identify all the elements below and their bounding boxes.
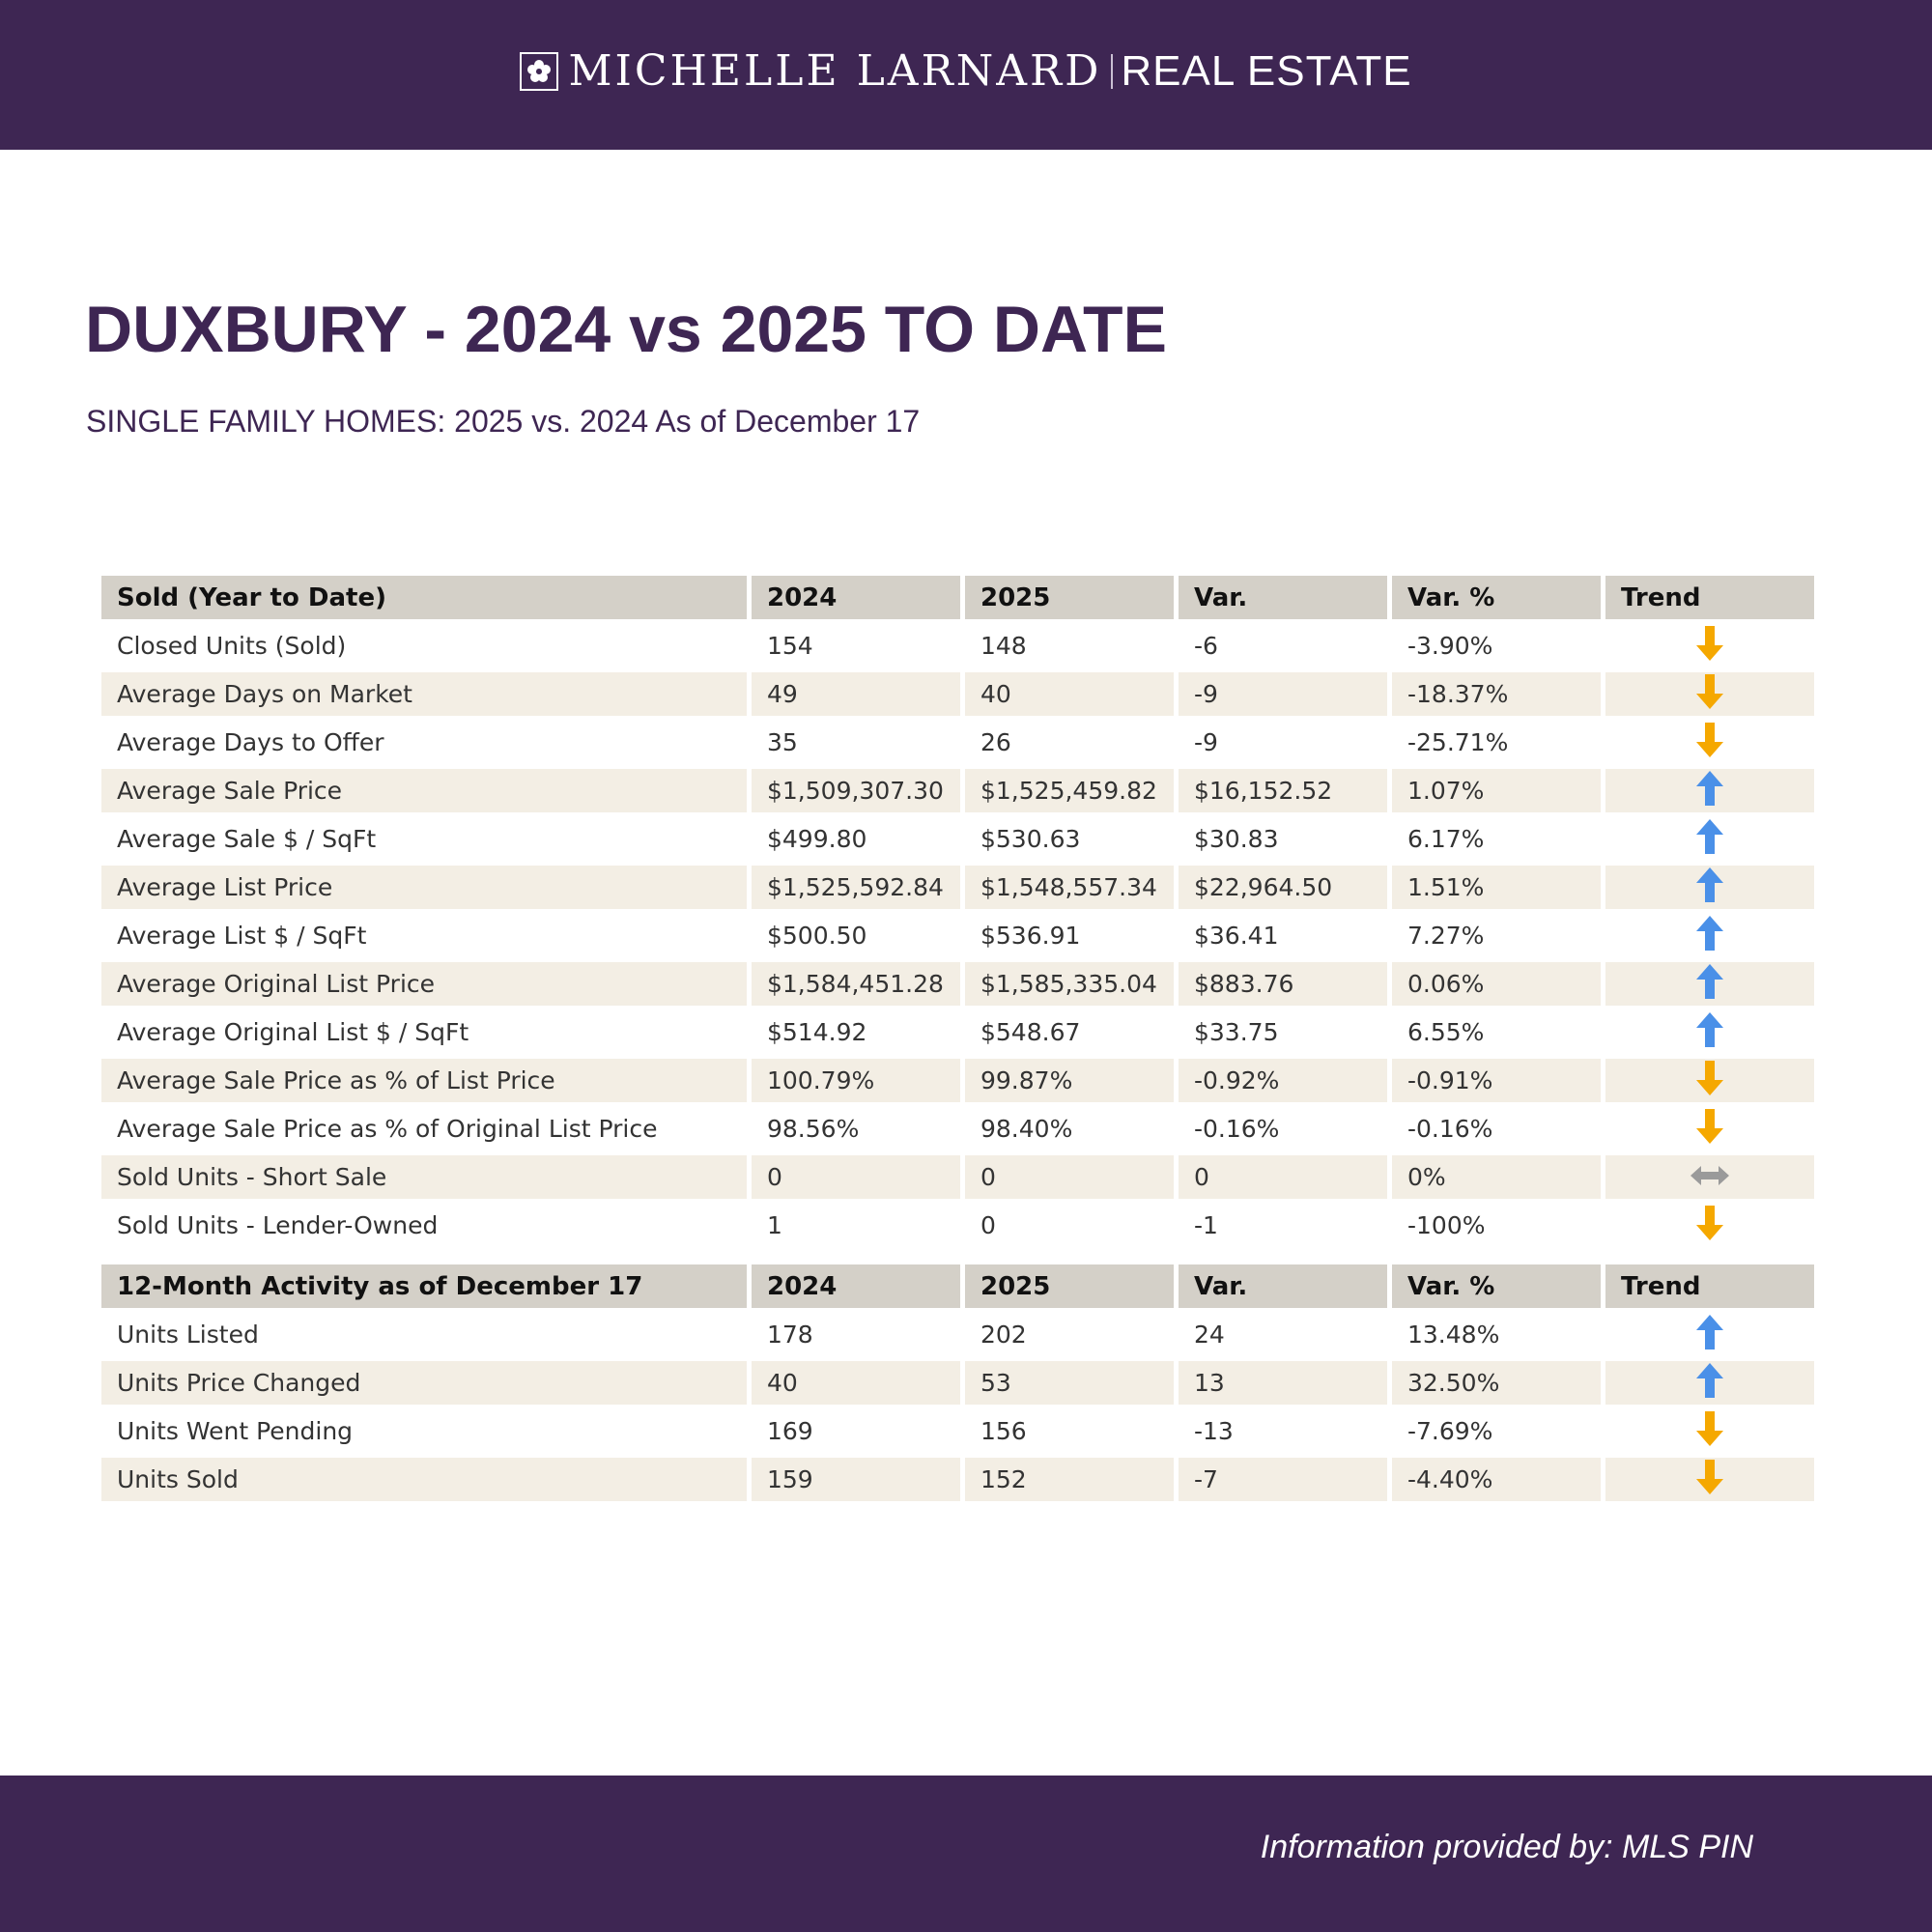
row-label: Units Price Changed xyxy=(101,1361,747,1405)
variance-percent: -0.91% xyxy=(1392,1059,1601,1102)
table-row xyxy=(101,962,1814,1006)
row-label: Average Days to Offer xyxy=(117,728,384,756)
row-label: Average List Price xyxy=(101,866,747,909)
column-header-2024: 2024 xyxy=(752,1264,960,1308)
row-label: Average List $ / SqFt xyxy=(117,922,367,950)
value-2024: 100.79% xyxy=(752,1059,960,1102)
value-2025: $548.67 xyxy=(980,1018,1081,1046)
value-2024: $1,525,592.84 xyxy=(752,866,960,909)
row-label: Sold Units - Short Sale xyxy=(101,1155,747,1199)
value-2025: 152 xyxy=(965,1458,1174,1501)
trend-cell xyxy=(1605,721,1814,764)
value-2025: 202 xyxy=(980,1321,1027,1349)
value-2024: 40 xyxy=(752,1361,960,1405)
trend-down-arrow-icon xyxy=(1695,1108,1724,1151)
trend-down-arrow-icon xyxy=(1695,1060,1724,1102)
trend-down-arrow-icon xyxy=(1695,722,1724,764)
flower-logo-icon xyxy=(520,52,558,91)
column-header-var-pct: Var. % xyxy=(1392,576,1601,619)
variance: -6 xyxy=(1194,632,1218,660)
value-2025: 156 xyxy=(980,1417,1027,1445)
variance-percent: -18.37% xyxy=(1392,672,1601,716)
section-header-row xyxy=(101,1264,1814,1308)
table-row xyxy=(101,1059,1814,1102)
value-2025: 40 xyxy=(965,672,1174,716)
market-stats-table xyxy=(97,571,1819,1506)
trend-cell xyxy=(1605,1409,1814,1453)
trend-down-arrow-icon xyxy=(1695,673,1724,716)
row-label: Sold Units - Lender-Owned xyxy=(117,1211,439,1239)
variance-percent: 6.17% xyxy=(1407,825,1485,853)
trend-cell xyxy=(1605,672,1814,716)
trend-cell xyxy=(1605,769,1814,812)
variance: -0.92% xyxy=(1179,1059,1387,1102)
brand-tagline: REAL ESTATE xyxy=(1121,47,1412,95)
column-header-trend: Trend xyxy=(1605,1264,1814,1308)
variance-percent: 0% xyxy=(1392,1155,1601,1199)
trend-up-arrow-icon xyxy=(1695,770,1724,812)
variance: $36.41 xyxy=(1194,922,1279,950)
section-gap xyxy=(101,1252,1814,1260)
variance-percent: -4.40% xyxy=(1392,1458,1601,1501)
column-header-2024: 2024 xyxy=(752,576,960,619)
column-header-2025: 2025 xyxy=(965,576,1174,619)
row-label: Average Sale Price as % of Original List Price xyxy=(117,1115,658,1143)
brand-logo xyxy=(0,46,1932,97)
value-2024: 1 xyxy=(767,1211,782,1239)
page-subtitle: SINGLE FAMILY HOMES: 2025 vs. 2024 As of December 17 xyxy=(86,404,921,439)
trend-up-arrow-icon xyxy=(1695,1362,1724,1405)
variance: -9 xyxy=(1179,672,1387,716)
variance-percent: 6.55% xyxy=(1407,1018,1485,1046)
variance: 24 xyxy=(1194,1321,1225,1349)
variance-percent: 7.27% xyxy=(1407,922,1485,950)
value-2025: $1,548,557.34 xyxy=(965,866,1174,909)
table-row xyxy=(101,1107,1814,1151)
trend-down-arrow-icon xyxy=(1695,1459,1724,1501)
trend-cell xyxy=(1605,1010,1814,1054)
table-row xyxy=(101,1155,1814,1199)
row-label: Average Sale Price as % of List Price xyxy=(101,1059,747,1102)
column-header-var: Var. xyxy=(1179,576,1387,619)
value-2024: 159 xyxy=(752,1458,960,1501)
table-row xyxy=(101,1361,1814,1405)
row-label: Average Sale Price xyxy=(101,769,747,812)
trend-cell xyxy=(1605,1204,1814,1247)
trend-up-arrow-icon xyxy=(1695,963,1724,1006)
column-header-var-pct: Var. % xyxy=(1392,1264,1601,1308)
variance: $16,152.52 xyxy=(1179,769,1387,812)
variance-percent: -3.90% xyxy=(1407,632,1493,660)
value-2025: 53 xyxy=(965,1361,1174,1405)
value-2024: $499.80 xyxy=(767,825,867,853)
value-2024: 35 xyxy=(767,728,798,756)
value-2025: $536.91 xyxy=(980,922,1081,950)
variance-percent: -7.69% xyxy=(1407,1417,1493,1445)
value-2024: 169 xyxy=(767,1417,813,1445)
table-row xyxy=(101,1204,1814,1247)
trend-up-arrow-icon xyxy=(1695,1314,1724,1356)
variance-percent: 0.06% xyxy=(1392,962,1601,1006)
table-row xyxy=(101,1010,1814,1054)
value-2025: 98.40% xyxy=(980,1115,1073,1143)
market-stats-body xyxy=(101,576,1814,1501)
variance-percent: 32.50% xyxy=(1392,1361,1601,1405)
table-row xyxy=(101,914,1814,957)
trend-flat-arrow-icon xyxy=(1690,1164,1730,1192)
trend-cell xyxy=(1605,914,1814,957)
variance: -9 xyxy=(1194,728,1218,756)
trend-up-arrow-icon xyxy=(1695,818,1724,861)
table-row xyxy=(101,769,1814,812)
row-label: Units Sold xyxy=(101,1458,747,1501)
table-row xyxy=(101,1458,1814,1501)
value-2025: 26 xyxy=(980,728,1011,756)
value-2025: $1,525,459.82 xyxy=(965,769,1174,812)
trend-cell xyxy=(1605,817,1814,861)
variance: -1 xyxy=(1194,1211,1218,1239)
trend-down-arrow-icon xyxy=(1695,1205,1724,1247)
row-label: Average Original List $ / SqFt xyxy=(117,1018,469,1046)
table-row xyxy=(101,672,1814,716)
table-row xyxy=(101,624,1814,668)
variance: $30.83 xyxy=(1194,825,1279,853)
trend-up-arrow-icon xyxy=(1695,867,1724,909)
section-header-label: Sold (Year to Date) xyxy=(101,576,747,619)
table-row xyxy=(101,1409,1814,1453)
value-2025: 0 xyxy=(980,1211,996,1239)
trend-cell xyxy=(1605,624,1814,668)
variance: $33.75 xyxy=(1194,1018,1279,1046)
variance-percent: -100% xyxy=(1407,1211,1486,1239)
value-2024: 0 xyxy=(752,1155,960,1199)
section-header-row xyxy=(101,576,1814,619)
table-row xyxy=(101,721,1814,764)
row-label: Average Days on Market xyxy=(101,672,747,716)
trend-up-arrow-icon xyxy=(1695,915,1724,957)
value-2025: 0 xyxy=(965,1155,1174,1199)
trend-cell xyxy=(1605,962,1814,1006)
trend-cell xyxy=(1605,866,1814,909)
column-header-2025: 2025 xyxy=(965,1264,1174,1308)
row-label: Closed Units (Sold) xyxy=(117,632,347,660)
value-2024: $1,584,451.28 xyxy=(752,962,960,1006)
column-header-var: Var. xyxy=(1179,1264,1387,1308)
section-header-label: 12-Month Activity as of December 17 xyxy=(101,1264,747,1308)
trend-cell xyxy=(1605,1107,1814,1151)
brand-name: MICHELLE LARNARD xyxy=(568,46,1102,96)
data-source-credit: Information provided by: MLS PIN xyxy=(1260,1829,1753,1865)
value-2025: 99.87% xyxy=(965,1059,1174,1102)
variance-percent: 1.51% xyxy=(1392,866,1601,909)
variance-percent: -25.71% xyxy=(1407,728,1509,756)
value-2025: $530.63 xyxy=(980,825,1081,853)
table-row xyxy=(101,817,1814,861)
trend-down-arrow-icon xyxy=(1695,625,1724,668)
trend-cell xyxy=(1605,1458,1814,1501)
row-label: Units Went Pending xyxy=(117,1417,354,1445)
value-2024: $500.50 xyxy=(767,922,867,950)
page-title: DUXBURY - 2024 vs 2025 TO DATE xyxy=(85,293,1167,366)
trend-up-arrow-icon xyxy=(1695,1011,1724,1054)
value-2025: 148 xyxy=(980,632,1027,660)
variance: -13 xyxy=(1194,1417,1234,1445)
trend-cell xyxy=(1605,1361,1814,1405)
variance: $22,964.50 xyxy=(1179,866,1387,909)
variance: -0.16% xyxy=(1194,1115,1280,1143)
trend-cell xyxy=(1605,1155,1814,1199)
trend-cell xyxy=(1605,1313,1814,1356)
variance-percent: 1.07% xyxy=(1392,769,1601,812)
variance: -7 xyxy=(1179,1458,1387,1501)
table-row xyxy=(101,866,1814,909)
value-2024: 154 xyxy=(767,632,813,660)
value-2024: $514.92 xyxy=(767,1018,867,1046)
column-header-trend: Trend xyxy=(1605,576,1814,619)
variance-percent: -0.16% xyxy=(1407,1115,1493,1143)
trend-down-arrow-icon xyxy=(1695,1410,1724,1453)
table-row xyxy=(101,1313,1814,1356)
brand-divider xyxy=(1111,54,1113,89)
value-2025: $1,585,335.04 xyxy=(965,962,1174,1006)
row-label: Average Sale $ / SqFt xyxy=(117,825,377,853)
variance: $883.76 xyxy=(1179,962,1387,1006)
variance: 13 xyxy=(1179,1361,1387,1405)
value-2024: 98.56% xyxy=(767,1115,860,1143)
row-label: Units Listed xyxy=(117,1321,259,1349)
value-2024: 49 xyxy=(752,672,960,716)
header-bar xyxy=(0,0,1932,150)
variance: 0 xyxy=(1179,1155,1387,1199)
value-2024: 178 xyxy=(767,1321,813,1349)
value-2024: $1,509,307.30 xyxy=(752,769,960,812)
footer-bar xyxy=(0,1776,1932,1932)
trend-cell xyxy=(1605,1059,1814,1102)
row-label: Average Original List Price xyxy=(101,962,747,1006)
variance-percent: 13.48% xyxy=(1407,1321,1500,1349)
